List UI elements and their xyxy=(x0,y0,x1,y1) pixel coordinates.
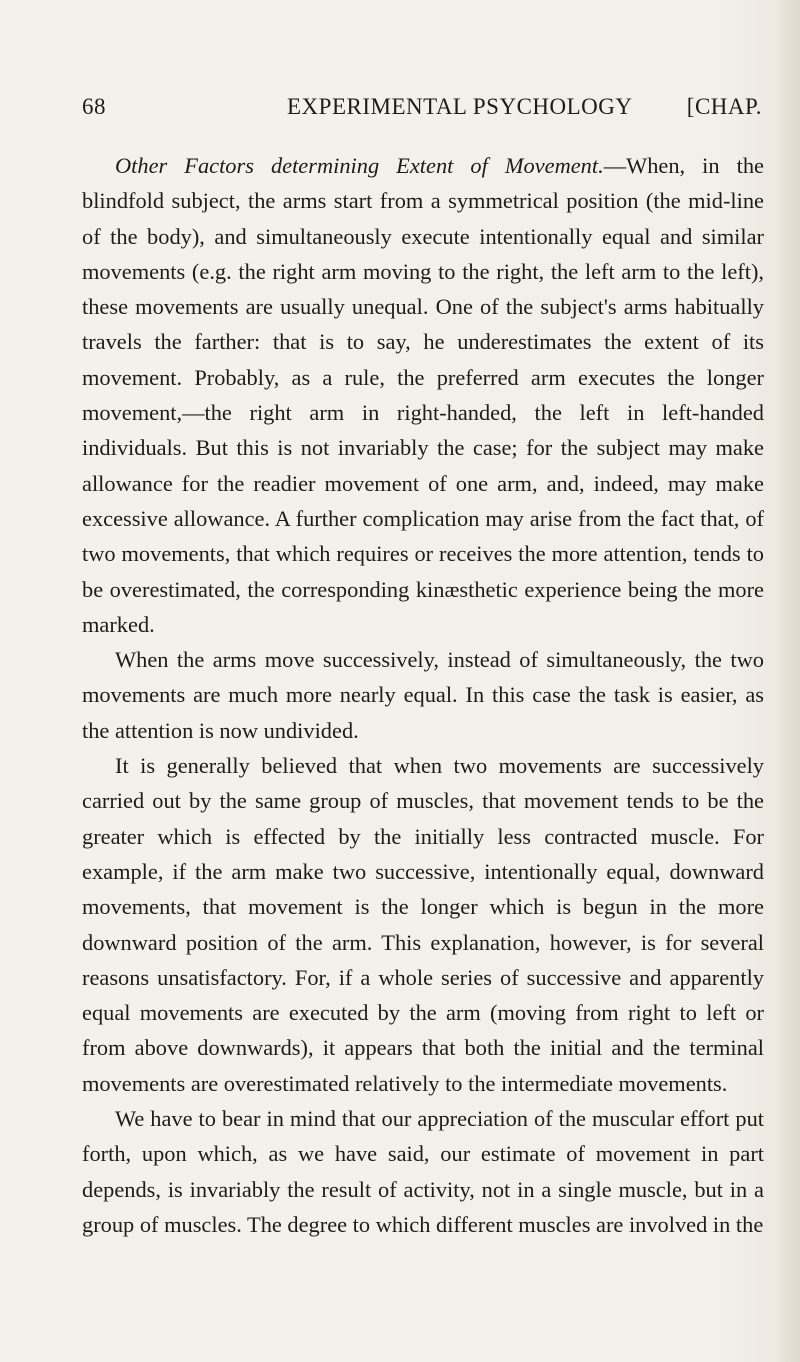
body-text xyxy=(82,148,764,1242)
paragraph-1-text: —When, in the blindfold subject, the arms start from a symmetrical position (the mid-line of the body), and simultaneously execute intentionally equal and similar movements (e.g. the right arm moving to the right, the left arm to the left), these movements are usually unequal. One of the subject's arms habitually travels the farther: that is to say, he underestimates the extent of its movement. Probably, as a rule, the preferred arm executes the longer movement,—the right arm in right-handed, the left in left-handed individuals. But this is not invariably the case; for the subject may make allowance for the readier movement of one arm, and, indeed, may make excessive allowance. A further complication may arise from the fact that, of two movements, that which requires or receives the more attention, tends to be overestimated, the corresponding kinæsthetic experience being the more marked. xyxy=(82,153,764,637)
running-title: EXPERIMENTAL PSYCHOLOGY xyxy=(287,94,633,119)
section-heading: Other Factors determining Extent of Movement. xyxy=(115,153,604,178)
page-header xyxy=(82,94,762,128)
page-number: 68 xyxy=(82,94,106,119)
page-edge-shadow xyxy=(776,0,800,1362)
paragraph-2: When the arms move successively, instead of simultaneously, the two movements are much more nearly equal. In this case the task is easier, as the attention is now undivided. xyxy=(82,647,764,743)
chapter-mark: [CHAP. xyxy=(686,94,762,119)
paragraph-1 xyxy=(82,148,764,642)
paragraph-3: It is generally believed that when two movements are successively carried out by the same group of muscles, that movement tends to be the greater which is effected by the initially less contracted muscle. For example, if the arm make two successive, intentionally equal, downward movements, that movement is the longer which is begun in the more downward position of the arm. This explanation, however, is for several reasons unsatisfactory. For, if a whole series of successive and apparently equal movements are executed by the arm (moving from right to left or from above downwards), it appears that both the initial and the terminal movements are overestimated relatively to the intermediate movements. xyxy=(82,753,764,1096)
paragraph-4: We have to bear in mind that our appreciation of the muscular effort put forth, upon which, as we have said, our estimate of movement in part depends, is invariably the result of activity, not in a single muscle, but in a group of muscles. The degree to which different muscles are involved in the xyxy=(82,1106,764,1237)
